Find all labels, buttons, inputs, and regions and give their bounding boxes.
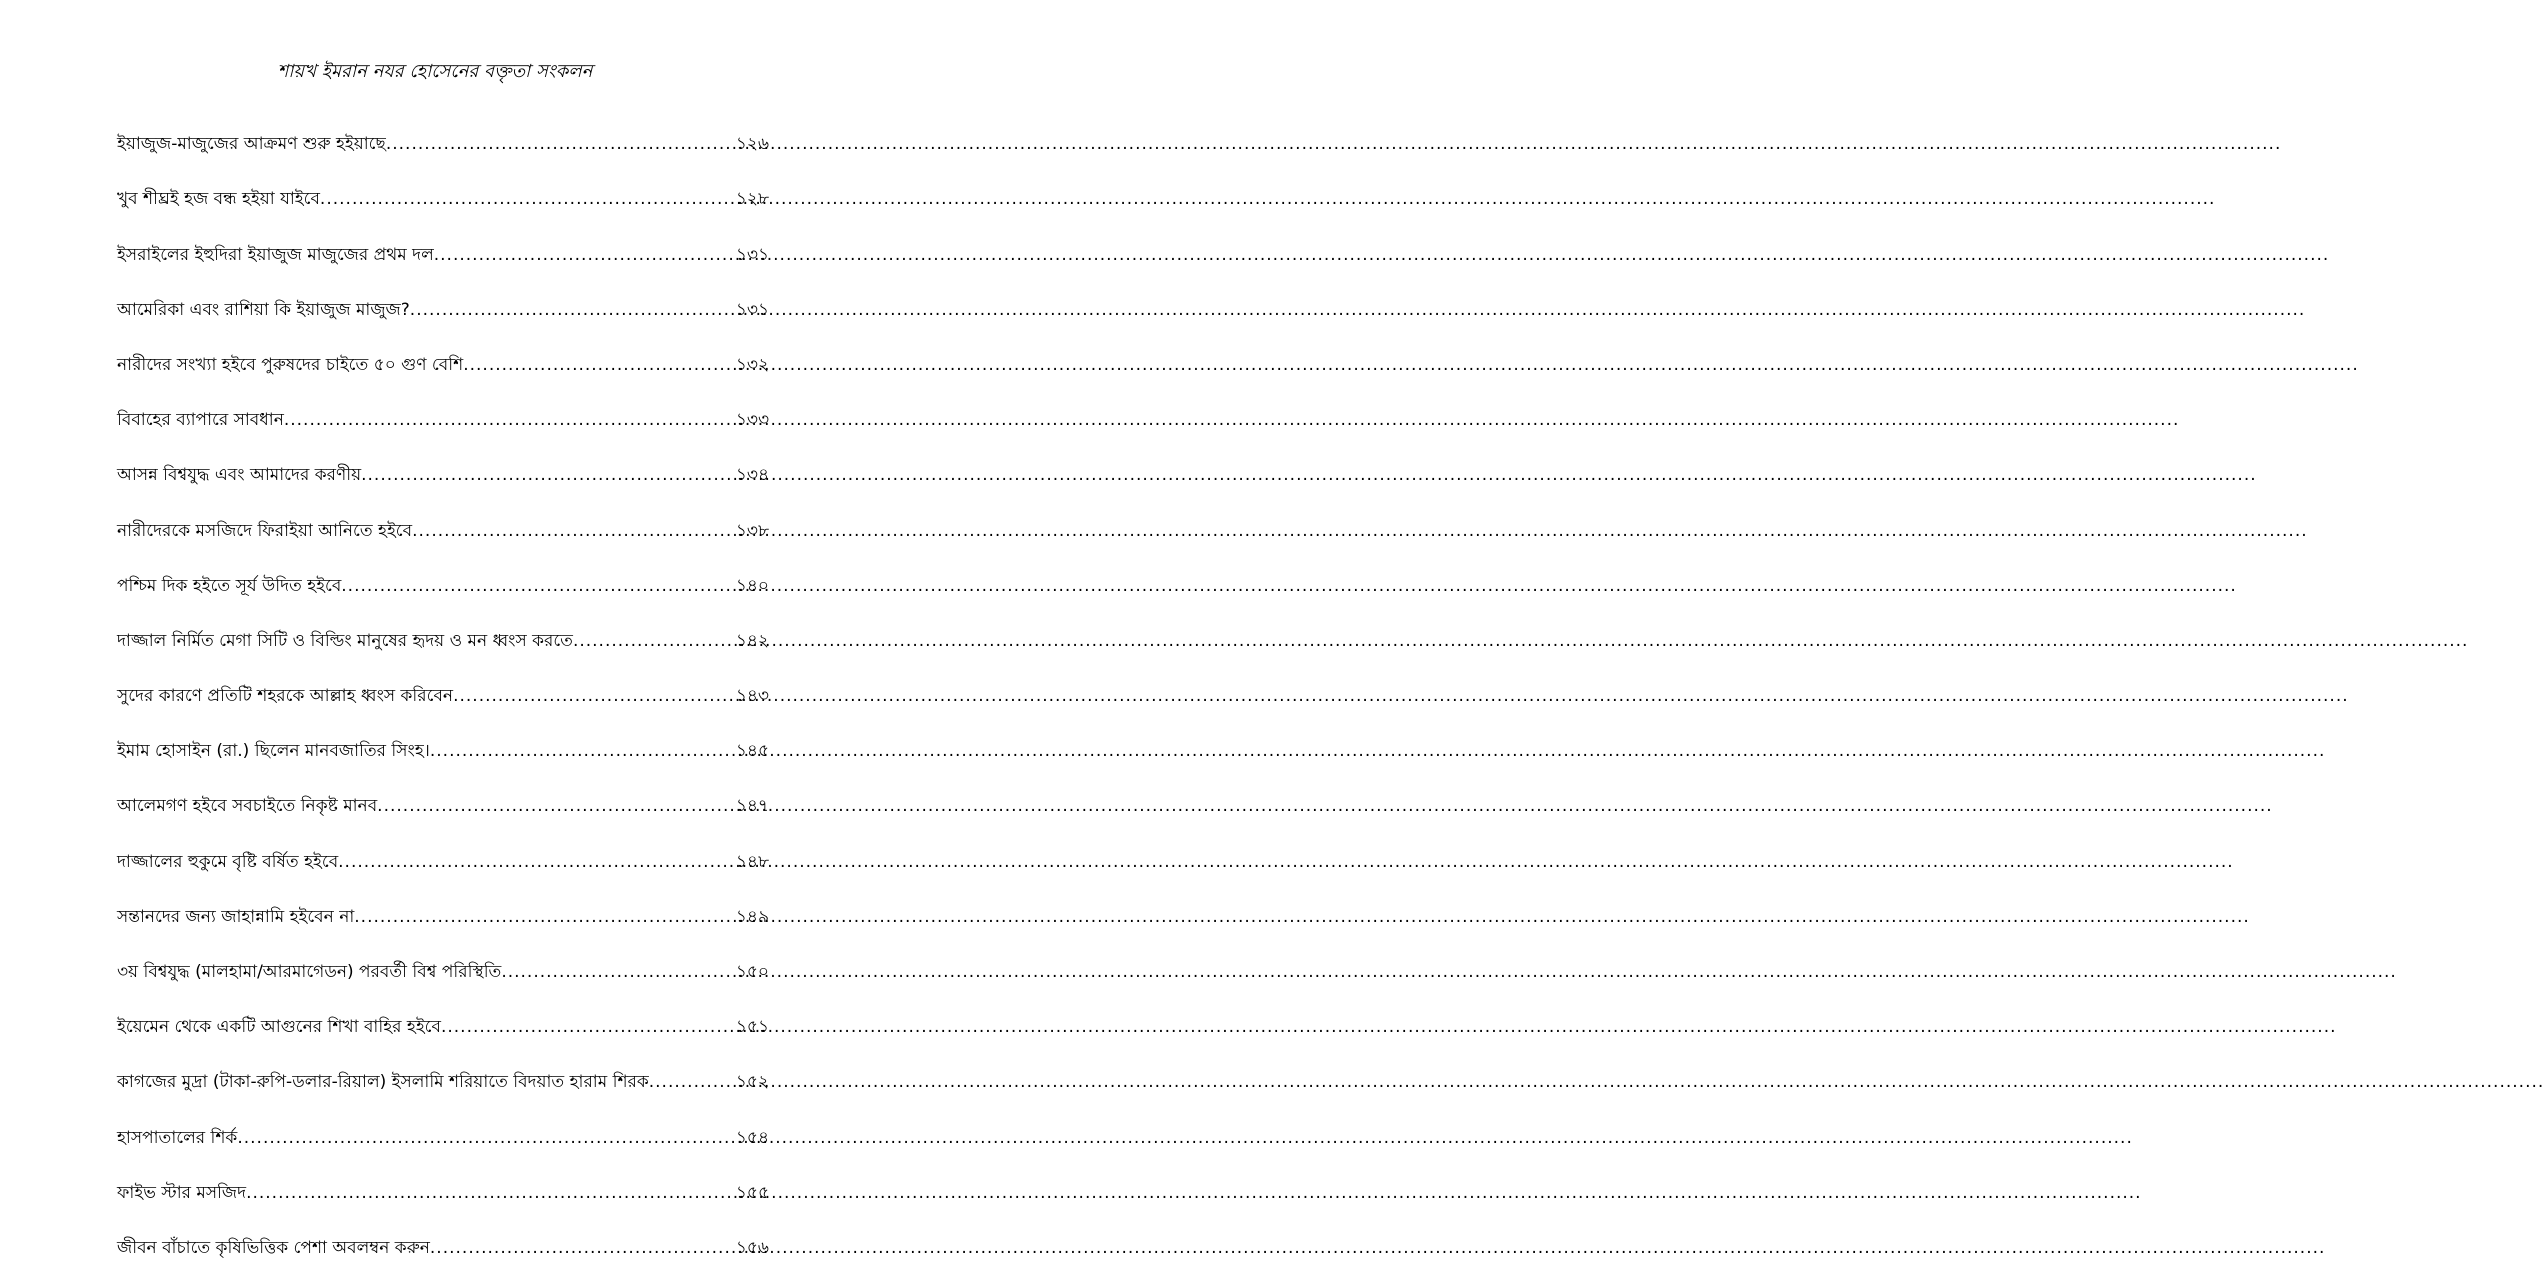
dot-leader xyxy=(354,903,732,931)
toc-entry-page: ১৩১ xyxy=(735,299,769,320)
toc-entry-page: ১৩৮ xyxy=(735,520,769,541)
dot-leader xyxy=(430,1234,732,1262)
toc-entry-title: নারীদেরকে মসজিদে ফিরাইয়া আনিতে হইবে xyxy=(117,520,413,541)
toc-entry xyxy=(117,545,769,600)
toc-entry-page: ১৪৭ xyxy=(735,796,769,817)
toc-entry xyxy=(117,1152,769,1207)
toc-entry-title: পশ্চিম দিক হইতে সূর্য উদিত হইবে xyxy=(117,575,342,596)
dot-leader xyxy=(501,958,732,986)
dot-leader xyxy=(361,461,732,489)
toc-entry xyxy=(117,710,769,765)
dot-leader xyxy=(338,848,732,876)
toc-entry xyxy=(117,1096,769,1151)
toc-entry-title: সন্তানদের জন্য জাহান্নামি হইবেন না xyxy=(117,906,355,927)
toc-entry xyxy=(117,1041,769,1096)
dot-leader xyxy=(463,351,732,379)
toc-entry-page: ১৫৬ xyxy=(735,1237,769,1258)
dot-leader xyxy=(573,627,732,655)
dot-leader xyxy=(341,572,732,600)
running-header: শায়খ ইমরান নযর হোসেনের বক্তৃতা সংকলন xyxy=(277,61,593,82)
dot-leader xyxy=(237,1124,732,1152)
toc-entry-page: ১৩১ xyxy=(735,244,769,265)
dot-leader xyxy=(434,241,732,269)
toc-entry-title: ৩য় বিশ্বযুদ্ধ (মালহামা/আরমাগেডন) পরবর্তী বিশ্ব পরিস্থিতি xyxy=(117,962,502,982)
toc-entry xyxy=(117,876,769,931)
dot-leader xyxy=(430,737,732,765)
toc-entry-page: ১৩২ xyxy=(735,354,769,375)
toc-entry-page: ১৫২ xyxy=(735,1072,769,1093)
toc-entry-title: খুব শীঘ্রই হজ বন্ধ হইয়া যাইবে xyxy=(117,189,320,210)
toc-entry xyxy=(117,820,769,875)
table-of-contents xyxy=(117,103,769,1262)
toc-entry-title: আলেমগণ হইবে সবচাইতে নিকৃষ্ট মানব xyxy=(117,796,378,817)
document-page xyxy=(0,0,870,1270)
toc-entry-page: ১৫৫ xyxy=(735,1182,769,1203)
toc-entry-page: ১২৬ xyxy=(735,134,769,155)
toc-entry-page: ১৪০ xyxy=(735,575,769,596)
toc-entry xyxy=(117,213,769,268)
toc-entry xyxy=(117,1207,769,1262)
toc-entry-title: ফাইভ স্টার মসজিদ xyxy=(117,1182,247,1203)
toc-entry-title: হাসপাতালের শির্ক xyxy=(117,1127,238,1148)
toc-entry-page: ১৪৯ xyxy=(735,906,769,927)
toc-entry xyxy=(117,655,769,710)
toc-entry xyxy=(117,765,769,820)
toc-entry-page: ১২৮ xyxy=(735,189,769,210)
toc-entry xyxy=(117,931,769,986)
dot-leader xyxy=(453,682,732,710)
toc-entry-page: ১৪৮ xyxy=(735,851,769,872)
toc-entry xyxy=(117,434,769,489)
toc-entry xyxy=(117,600,769,655)
dot-leader xyxy=(649,1068,732,1096)
toc-entry xyxy=(117,379,769,434)
dot-leader xyxy=(441,1013,732,1041)
toc-entry-page: ১৪৩ xyxy=(735,686,769,707)
toc-entry-page: ১৫৪ xyxy=(735,1127,769,1148)
dot-leader xyxy=(410,296,732,324)
toc-entry-page: ১৫১ xyxy=(735,1017,769,1038)
toc-entry-page: ১৪৫ xyxy=(735,741,769,762)
toc-entry xyxy=(117,103,769,158)
toc-entry-title: ইসরাইলের ইহুদিরা ইয়াজুজ মাজুজের প্রথম দল xyxy=(117,244,434,265)
toc-entry xyxy=(117,489,769,544)
toc-entry-title: বিবাহের ব্যাপারে সাবধান xyxy=(117,410,284,431)
toc-entry-page: ১৫০ xyxy=(735,962,769,982)
toc-entry xyxy=(117,269,769,324)
toc-entry-title: সুদের কারণে প্রতিটি শহরকে আল্লাহ ধ্বংস করিবেন xyxy=(117,686,454,707)
toc-entry xyxy=(117,158,769,213)
toc-entry xyxy=(117,986,769,1041)
toc-entry-title: আসন্ন বিশ্বযুদ্ধ এবং আমাদের করণীয় xyxy=(117,465,362,486)
toc-entry-title: জীবন বাঁচাতে কৃষিভিত্তিক পেশা অবলম্বন করুন xyxy=(117,1237,430,1258)
toc-entry-page: ১৩৩ xyxy=(735,410,769,431)
toc-entry-title: ইয়েমেন থেকে একটি আগুনের শিখা বাহির হইবে xyxy=(117,1017,441,1038)
toc-entry-title: নারীদের সংখ্যা হইবে পুরুষদের চাইতে ৫০ গুণ বেশি xyxy=(117,354,464,375)
toc-entry-page: ১৪২ xyxy=(735,630,769,651)
dot-leader xyxy=(412,517,732,545)
dot-leader xyxy=(377,792,732,820)
dot-leader xyxy=(386,130,732,158)
dot-leader xyxy=(320,185,732,213)
toc-entry-title: দাজ্জাল নির্মিত মেগা সিটি ও বিল্ডিং মানুষের হৃদয় ও মন ধ্বংস করতে xyxy=(117,630,573,651)
dot-leader xyxy=(284,406,732,434)
toc-entry-title: ইমাম হোসাইন (রা.) ছিলেন মানবজাতির সিংহ। xyxy=(117,741,430,762)
toc-entry-title: ইয়াজুজ-মাজুজের আক্রমণ শুরু হইয়াছে xyxy=(117,134,386,155)
toc-entry-page: ১৩৪ xyxy=(735,465,769,486)
toc-entry-title: কাগজের মুদ্রা (টাকা-রুপি-ডলার-রিয়াল) ইসলামি শরিয়াতে বিদয়াত হারাম শিরক xyxy=(117,1072,649,1093)
dot-leader xyxy=(246,1179,732,1207)
toc-entry-title: আমেরিকা এবং রাশিয়া কি ইয়াজুজ মাজুজ? xyxy=(117,299,410,320)
toc-entry xyxy=(117,324,769,379)
toc-entry-title: দাজ্জালের হুকুমে বৃষ্টি বর্ষিত হইবে xyxy=(117,851,339,872)
